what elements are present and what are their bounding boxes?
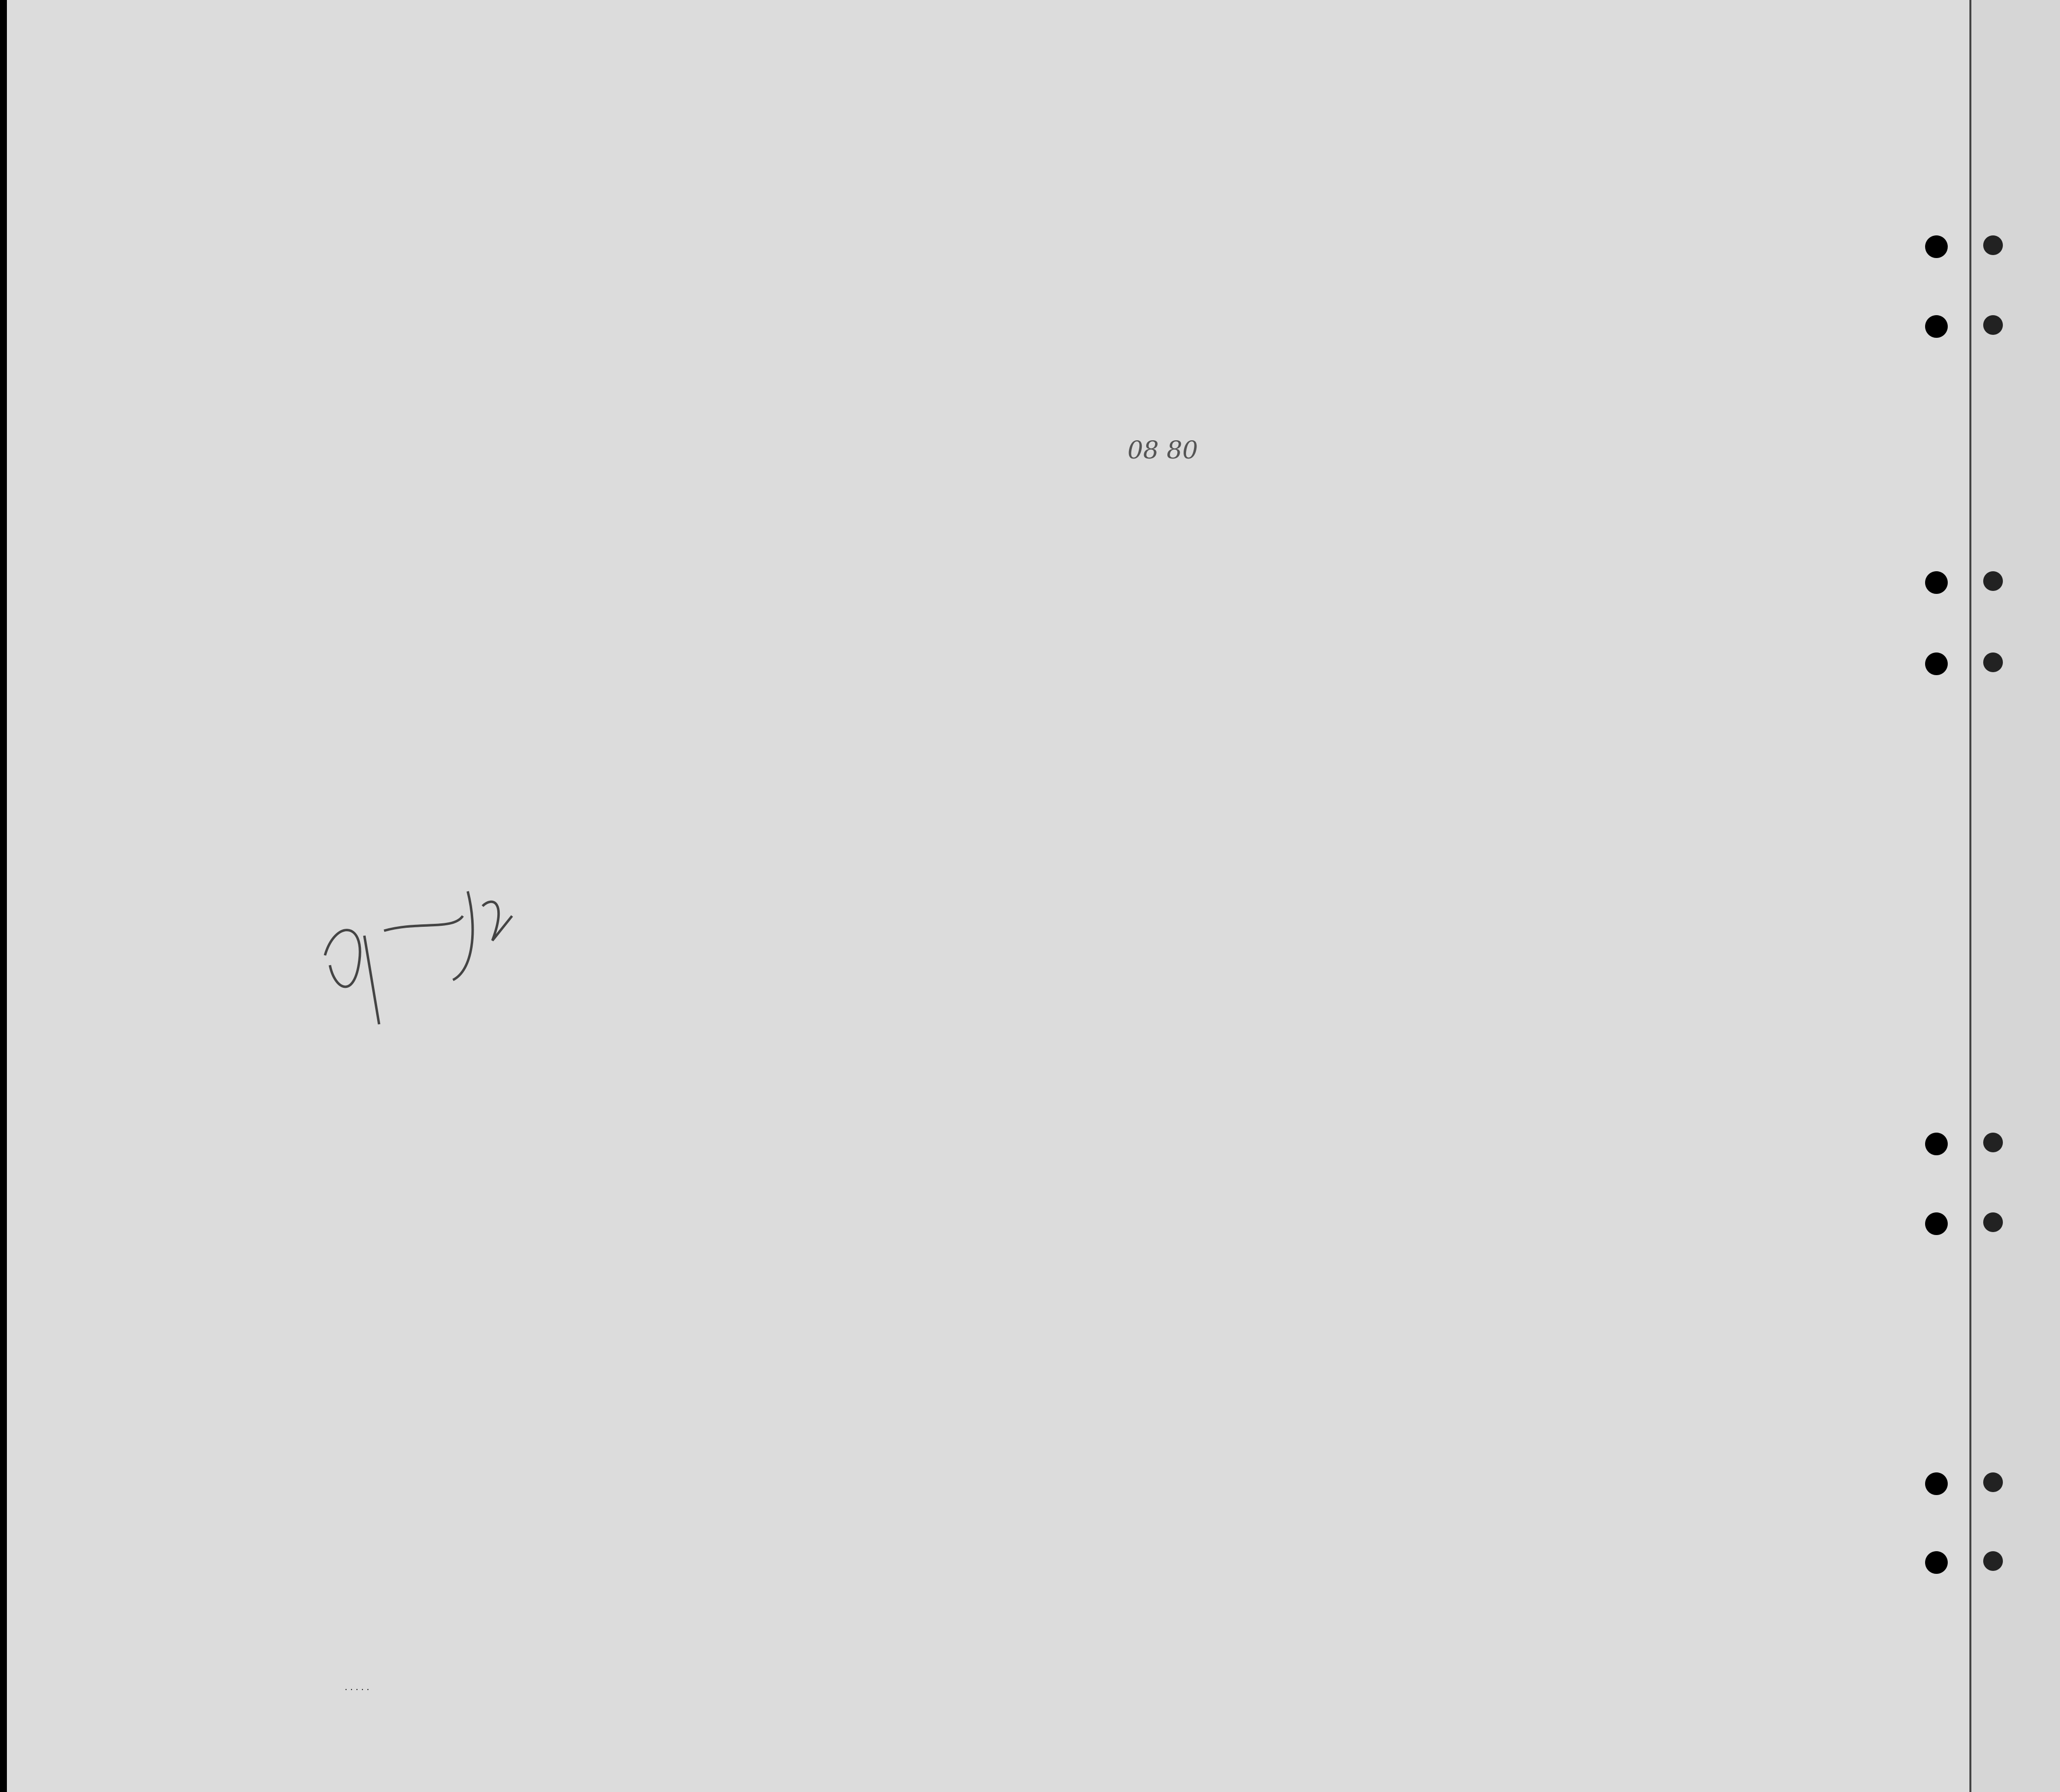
punch-hole bbox=[1925, 1472, 1948, 1495]
table-grid bbox=[7, 0, 1981, 1792]
punch-hole bbox=[1983, 315, 2003, 335]
punch-hole bbox=[1983, 1551, 2003, 1571]
manifest-sheet bbox=[7, 0, 1981, 1792]
punch-hole bbox=[1983, 652, 2003, 672]
punch-hole bbox=[1983, 235, 2003, 255]
adjacent-sheet-edge bbox=[1969, 0, 2060, 1792]
punch-hole bbox=[1925, 1133, 1948, 1155]
punch-hole bbox=[1983, 1472, 2003, 1492]
footer-dots: . . . . . bbox=[345, 1682, 370, 1693]
punch-hole bbox=[1983, 1133, 2003, 1152]
punch-hole bbox=[1925, 652, 1948, 675]
punch-hole bbox=[1983, 1212, 2003, 1232]
punch-hole bbox=[1925, 1212, 1948, 1235]
punch-hole bbox=[1983, 571, 2003, 591]
punch-hole bbox=[1925, 1551, 1948, 1574]
purser-signature bbox=[305, 862, 561, 1029]
punch-hole bbox=[1925, 235, 1948, 258]
punch-hole bbox=[1925, 571, 1948, 594]
hand-code-row1: 08 80 bbox=[1127, 436, 1198, 464]
punch-hole bbox=[1925, 315, 1948, 338]
